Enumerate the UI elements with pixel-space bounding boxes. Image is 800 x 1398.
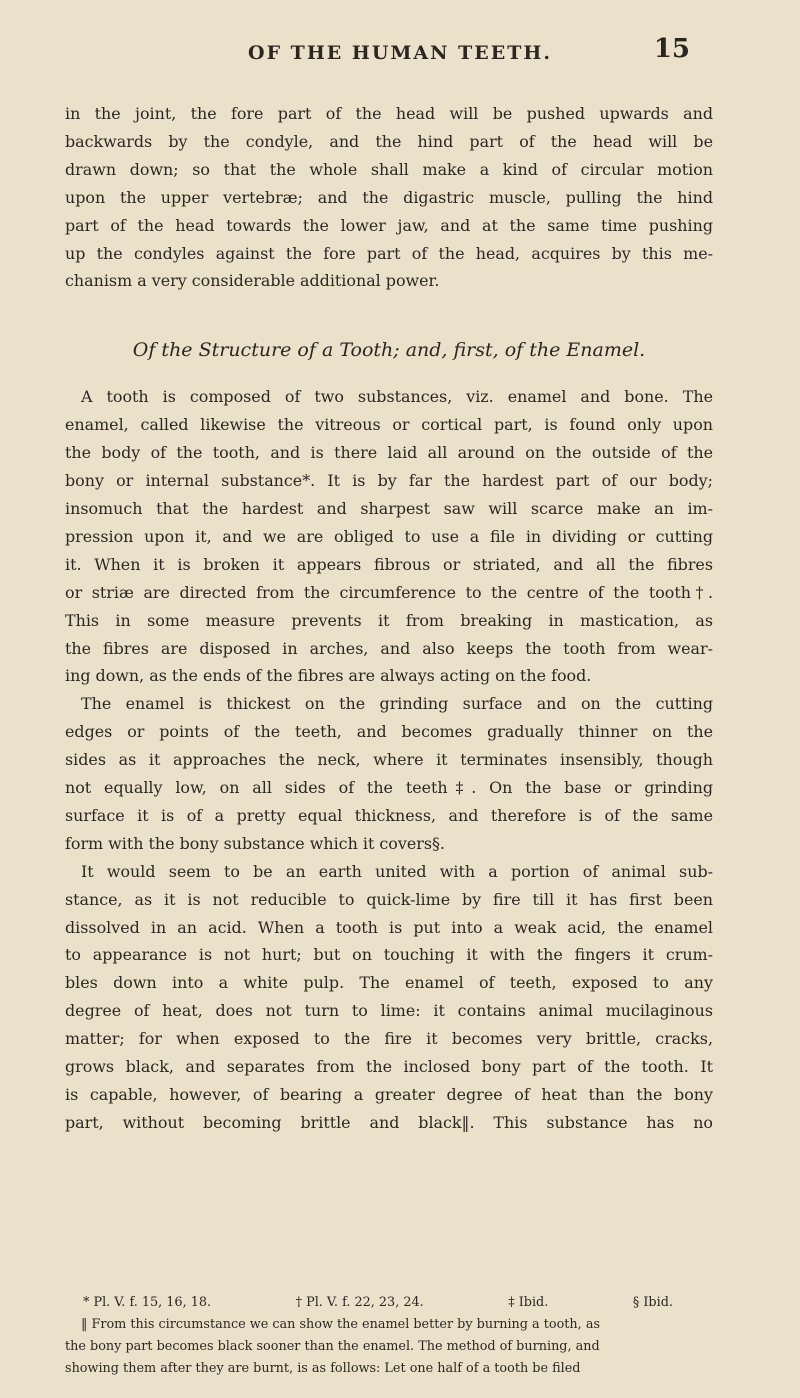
- text-line: up the condyles against the fore part of the head, acquires by this me-: [65, 243, 713, 263]
- text-line: surface it is of a pretty equal thickness, and therefore is of the same: [65, 805, 713, 825]
- text-line: chanism a very considerable additional power.: [65, 271, 440, 291]
- footnotes: [65, 1292, 713, 1380]
- footnote-line: the bony part becomes black sooner than the enamel. The method of burning, and: [65, 1339, 600, 1354]
- text-line: A tooth is composed of two substances, viz. enamel and bone. The: [81, 387, 713, 407]
- text-line: the body of the tooth, and is there laid all around on the outside of the: [65, 443, 713, 463]
- text-line: pression upon it, and we are obliged to use a file in dividing or cutting: [65, 526, 713, 546]
- footnote-ref: ‡ Ibid.: [508, 1295, 549, 1310]
- footnote-line: ‖ From this circumstance we can show the enamel better by burning a tooth, as: [81, 1317, 601, 1332]
- text-line: drawn down; so that the whole shall make a kind of circular motion: [65, 159, 713, 179]
- body-text: [65, 100, 713, 1137]
- section-heading: Of the Structure of a Tooth; and, first, of the Enamel.: [132, 339, 646, 362]
- text-line: to appearance is not hurt; but on touching it with the fingers it crum-: [65, 945, 713, 965]
- text-line: This in some measure prevents it from breaking in mastication, as: [65, 610, 713, 630]
- footnote-ref: § Ibid.: [632, 1295, 673, 1310]
- text-line: in the joint, the fore part of the head will be pushed upwards and: [65, 104, 713, 123]
- text-line: part, without becoming brittle and black‖. This substance has no: [65, 1112, 713, 1132]
- paragraph-2: [65, 383, 713, 690]
- paragraph-1: [65, 100, 713, 295]
- text-line: the fibres are disposed in arches, and also keeps the tooth from wear-: [65, 638, 713, 658]
- text-line: edges or points of the teeth, and becomes gradually thinner on the: [65, 722, 713, 742]
- text-line: It would seem to be an earth united with a portion of animal sub-: [81, 861, 713, 881]
- page-number: 15: [653, 34, 690, 64]
- text-line: not equally low, on all sides of the teeth‡. On the base or grinding: [65, 778, 713, 798]
- text-line: grows black, and separates from the inclosed bony part of the tooth. It: [65, 1057, 713, 1077]
- text-line: or striæ are directed from the circumference to the centre of the tooth†.: [65, 582, 713, 602]
- text-line: ing down, as the ends of the fibres are always acting on the food.: [65, 666, 592, 686]
- text-line: degree of heat, does not turn to lime: it contains animal mucilaginous: [65, 1001, 713, 1021]
- paragraph-3: [65, 690, 713, 857]
- footnote-ref: † Pl. V. f. 22, 23, 24.: [295, 1295, 424, 1310]
- text-line: backwards by the condyle, and the hind part of the head will be: [65, 131, 713, 151]
- text-line: it. When it is broken it appears fibrous or striated, and all the fibres: [65, 554, 713, 574]
- text-line: stance, as it is not reducible to quick-lime by fire till it has first been: [65, 889, 713, 909]
- text-line: upon the upper vertebræ; and the digastric muscle, pulling the hind: [65, 187, 713, 207]
- text-line: enamel, called likewise the vitreous or cortical part, is found only upon: [65, 415, 713, 435]
- paragraph-4: [65, 858, 713, 1137]
- footnote-ref: * Pl. V. f. 15, 16, 18.: [83, 1295, 212, 1310]
- text-line: insomuch that the hardest and sharpest saw will scarce make an im-: [65, 498, 713, 518]
- footnote-line: showing them after they are burnt, is as follows: Let one half of a tooth be filed: [65, 1361, 581, 1376]
- text-line: is capable, however, of bearing a greater degree of heat than the bony: [65, 1085, 713, 1104]
- text-line: part of the head towards the lower jaw, and at the same time pushing: [65, 215, 713, 235]
- footnote-references: [65, 1292, 713, 1314]
- text-line: bles down into a white pulp. The enamel of teeth, exposed to any: [65, 973, 713, 993]
- text-line: dissolved in an acid. When a tooth is put into a weak acid, the enamel: [65, 917, 713, 937]
- text-line: form with the bony substance which it covers§.: [65, 833, 445, 853]
- text-line: The enamel is thickest on the grinding surface and on the cutting: [81, 694, 713, 714]
- text-line: sides as it approaches the neck, where it terminates insensibly, though: [65, 750, 713, 770]
- text-line: bony or internal substance*. It is by far the hardest part of our body;: [65, 471, 713, 491]
- running-title: OF THE HUMAN TEETH.: [248, 42, 552, 64]
- text-line: matter; for when exposed to the fire it becomes very brittle, cracks,: [65, 1029, 713, 1049]
